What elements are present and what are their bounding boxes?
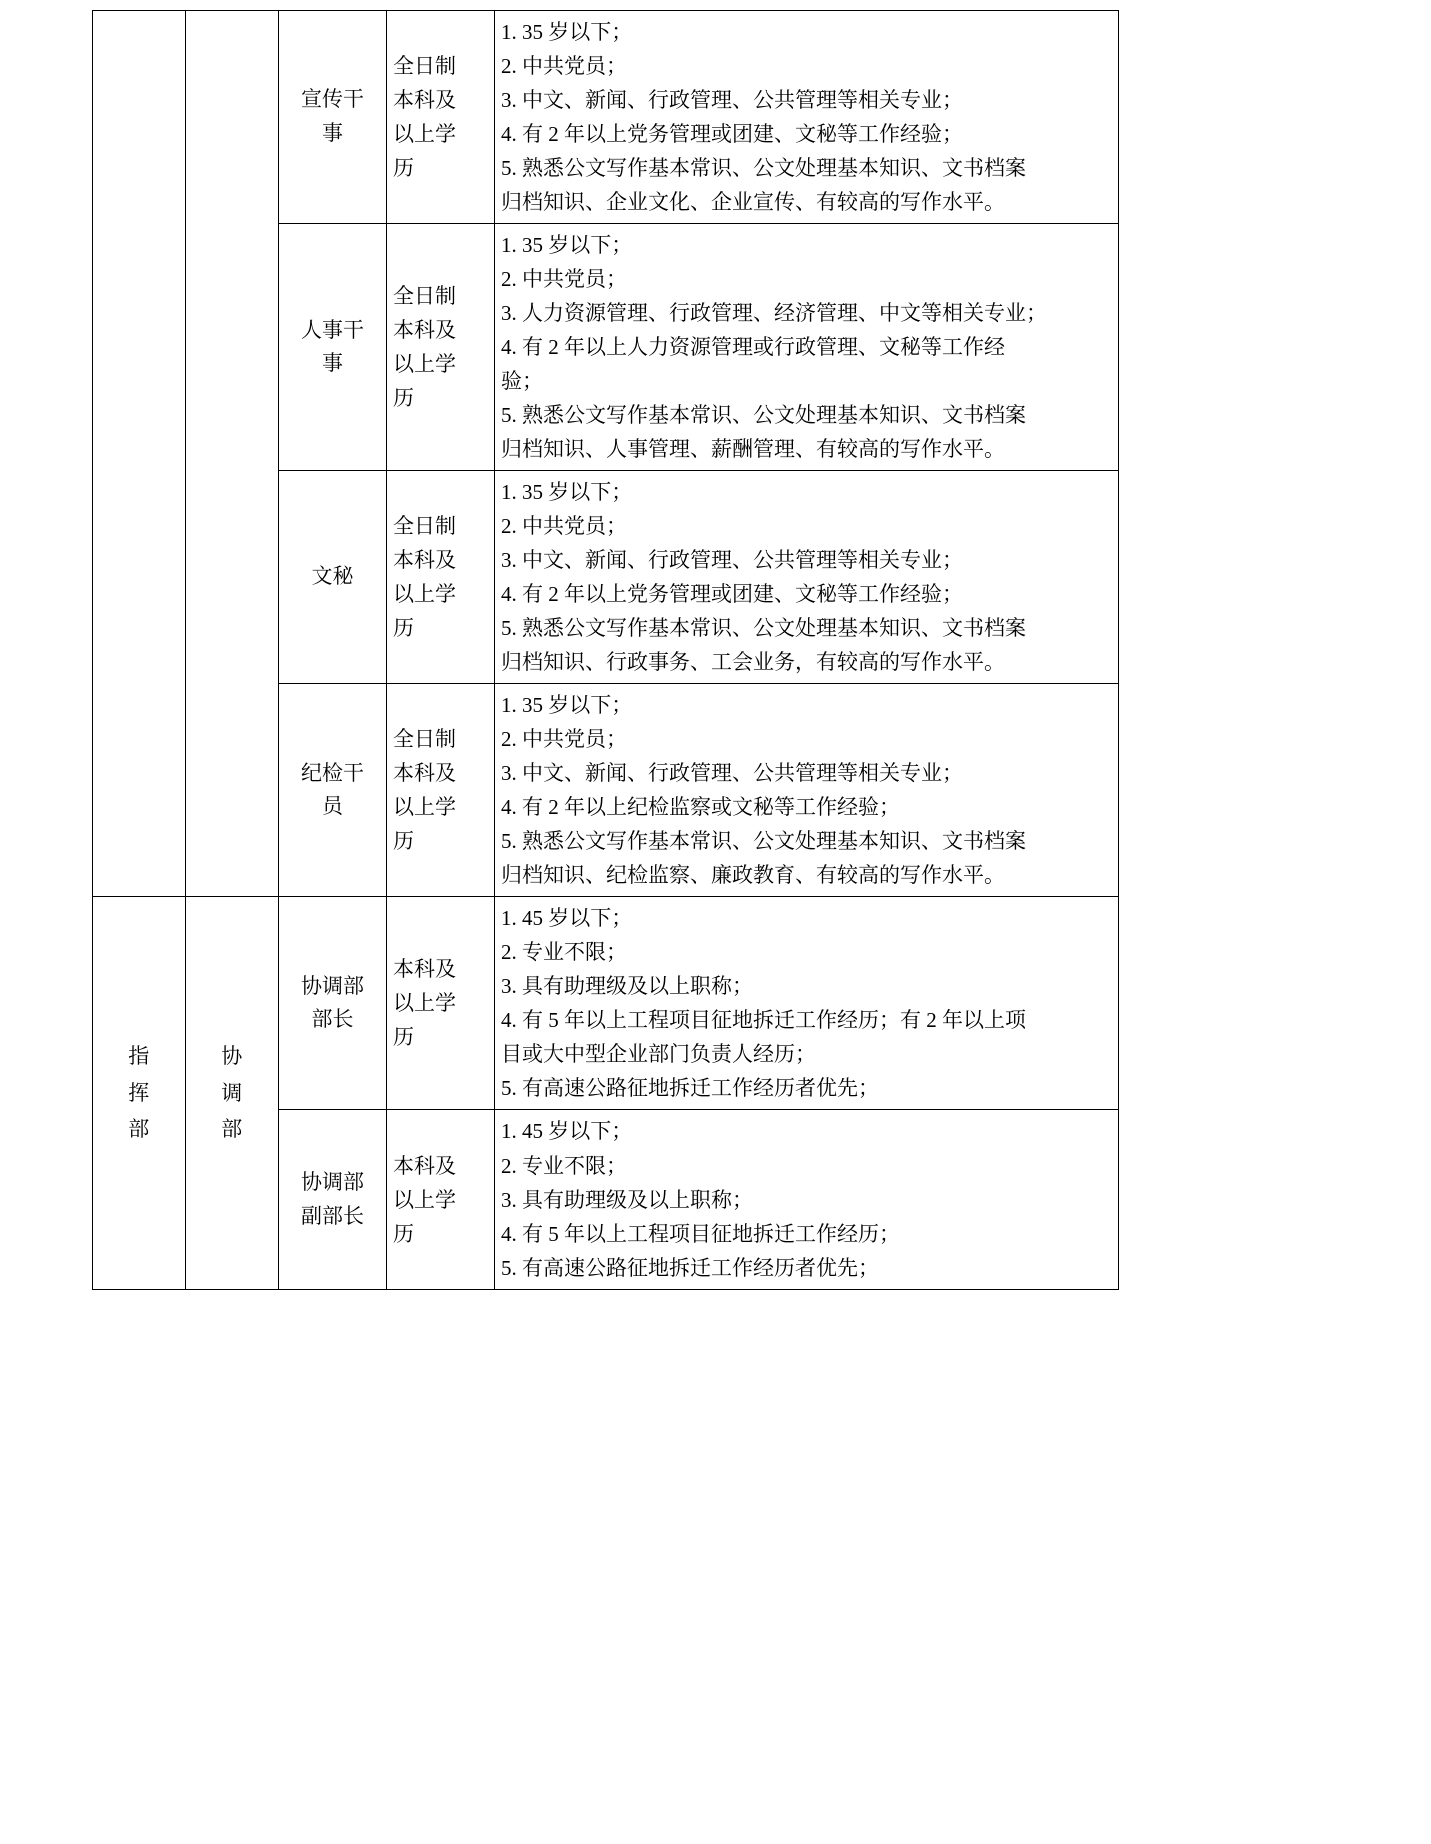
education-line: 全日制 — [393, 514, 456, 539]
education-line: 以上学 — [393, 1187, 456, 1212]
education-line: 本科及 — [393, 88, 456, 113]
post-line: 员 — [322, 794, 343, 819]
education-line: 以上学 — [393, 122, 456, 147]
requirement-line: 4. 有 2 年以上党务管理或团建、文秘等工作经验； — [501, 582, 963, 607]
post-cell — [279, 471, 387, 684]
table-row — [93, 11, 1119, 224]
post-line: 纪检干 — [301, 760, 364, 785]
requirement-line: 1. 35 岁以下； — [501, 693, 633, 718]
requirement-line: 归档知识、行政事务、工会业务，有较高的写作水平。 — [501, 650, 1005, 675]
post-line: 副部长 — [301, 1203, 364, 1228]
requirement-line: 3. 人力资源管理、行政管理、经济管理、中文等相关专业； — [501, 301, 1047, 326]
post-line: 协调部 — [301, 973, 364, 998]
requirements-cell — [495, 897, 1119, 1110]
education-cell — [387, 471, 495, 684]
education-line: 历 — [393, 386, 414, 411]
education-line: 历 — [393, 1221, 414, 1246]
section-char: 协 — [221, 1043, 243, 1068]
requirement-line: 4. 有 5 年以上工程项目征地拆迁工作经历； — [501, 1221, 900, 1246]
requirement-line: 5. 熟悉公文写作基本常识、公文处理基本知识、文书档案 — [501, 829, 1026, 854]
requirement-line: 4. 有 2 年以上人力资源管理或行政管理、文秘等工作经 — [501, 335, 1005, 360]
section-cell — [186, 897, 279, 1289]
post-line: 人事干 — [301, 317, 364, 342]
requirement-line: 1. 45 岁以下； — [501, 906, 633, 931]
post-cell — [279, 224, 387, 471]
section-cell-empty-top — [186, 11, 279, 897]
requirement-line: 3. 中文、新闻、行政管理、公共管理等相关专业； — [501, 548, 963, 573]
post-cell — [279, 11, 387, 224]
requirement-line: 归档知识、企业文化、企业宣传、有较高的写作水平。 — [501, 190, 1005, 215]
requirement-line: 归档知识、纪检监察、廉政教育、有较高的写作水平。 — [501, 863, 1005, 888]
requirement-line: 5. 有高速公路征地拆迁工作经历者优先； — [501, 1076, 879, 1101]
requirements-cell — [495, 224, 1119, 471]
requirements-cell — [495, 1110, 1119, 1289]
table-row — [93, 897, 1119, 1110]
education-cell — [387, 1110, 495, 1289]
post-line: 宣传干 — [301, 87, 364, 112]
department-char: 挥 — [128, 1080, 150, 1105]
recruitment-requirements-table — [92, 10, 1119, 1290]
requirement-line: 3. 中文、新闻、行政管理、公共管理等相关专业； — [501, 761, 963, 786]
requirement-line: 目或大中型企业部门负责人经历； — [501, 1042, 816, 1067]
post-line: 文秘 — [311, 564, 354, 589]
requirement-line: 1. 35 岁以下； — [501, 20, 633, 44]
requirement-line: 3. 中文、新闻、行政管理、公共管理等相关专业； — [501, 88, 963, 113]
table-body — [93, 11, 1119, 1290]
post-cell — [279, 684, 387, 897]
requirement-line: 3. 具有助理级及以上职称； — [501, 974, 753, 999]
requirement-line: 归档知识、人事管理、薪酬管理、有较高的写作水平。 — [501, 437, 1005, 462]
requirement-line: 4. 有 5 年以上工程项目征地拆迁工作经历；有 2 年以上项 — [501, 1008, 1026, 1033]
requirement-line: 5. 熟悉公文写作基本常识、公文处理基本知识、文书档案 — [501, 156, 1026, 181]
education-cell — [387, 897, 495, 1110]
education-line: 以上学 — [393, 795, 456, 820]
education-line: 历 — [393, 156, 414, 181]
requirement-line: 1. 35 岁以下； — [501, 480, 633, 505]
requirement-line: 2. 中共党员； — [501, 54, 627, 79]
requirement-line: 2. 中共党员； — [501, 514, 627, 539]
education-line: 本科及 — [393, 318, 456, 343]
post-line: 事 — [322, 121, 343, 146]
education-line: 全日制 — [393, 284, 456, 309]
requirement-line: 2. 中共党员； — [501, 727, 627, 752]
requirement-line: 5. 熟悉公文写作基本常识、公文处理基本知识、文书档案 — [501, 616, 1026, 641]
requirement-line: 2. 中共党员； — [501, 267, 627, 292]
requirement-line: 2. 专业不限； — [501, 1153, 627, 1178]
post-line: 协调部 — [301, 1169, 364, 1194]
post-cell — [279, 1110, 387, 1289]
education-line: 以上学 — [393, 991, 456, 1016]
requirement-line: 5. 熟悉公文写作基本常识、公文处理基本知识、文书档案 — [501, 403, 1026, 428]
education-line: 以上学 — [393, 352, 456, 377]
department-cell — [93, 897, 186, 1289]
education-line: 历 — [393, 1025, 414, 1050]
education-cell — [387, 224, 495, 471]
requirement-line: 3. 具有助理级及以上职称； — [501, 1187, 753, 1212]
requirement-line: 2. 专业不限； — [501, 940, 627, 965]
post-cell — [279, 897, 387, 1110]
requirement-line: 1. 35 岁以下； — [501, 233, 633, 258]
education-line: 历 — [393, 616, 414, 641]
requirements-cell — [495, 684, 1119, 897]
department-char: 指 — [128, 1043, 150, 1068]
post-line: 事 — [322, 351, 343, 376]
department-cell-empty-top — [93, 11, 186, 897]
education-line: 本科及 — [393, 957, 456, 982]
education-line: 以上学 — [393, 582, 456, 607]
education-line: 全日制 — [393, 727, 456, 752]
requirements-cell — [495, 471, 1119, 684]
education-line: 本科及 — [393, 761, 456, 786]
education-line: 全日制 — [393, 54, 456, 79]
requirement-line: 4. 有 2 年以上纪检监察或文秘等工作经验； — [501, 795, 900, 820]
department-char: 部 — [128, 1117, 150, 1142]
education-cell — [387, 11, 495, 224]
section-char: 部 — [221, 1117, 243, 1142]
education-line: 历 — [393, 829, 414, 854]
requirement-line: 4. 有 2 年以上党务管理或团建、文秘等工作经验； — [501, 122, 963, 147]
education-line: 本科及 — [393, 1153, 456, 1178]
education-cell — [387, 684, 495, 897]
requirement-line: 验； — [501, 369, 543, 394]
requirements-cell — [495, 11, 1119, 224]
section-char: 调 — [221, 1080, 243, 1105]
requirement-line: 5. 有高速公路征地拆迁工作经历者优先； — [501, 1255, 879, 1280]
post-line: 部长 — [311, 1007, 354, 1032]
education-line: 本科及 — [393, 548, 456, 573]
requirement-line: 1. 45 岁以下； — [501, 1119, 633, 1144]
